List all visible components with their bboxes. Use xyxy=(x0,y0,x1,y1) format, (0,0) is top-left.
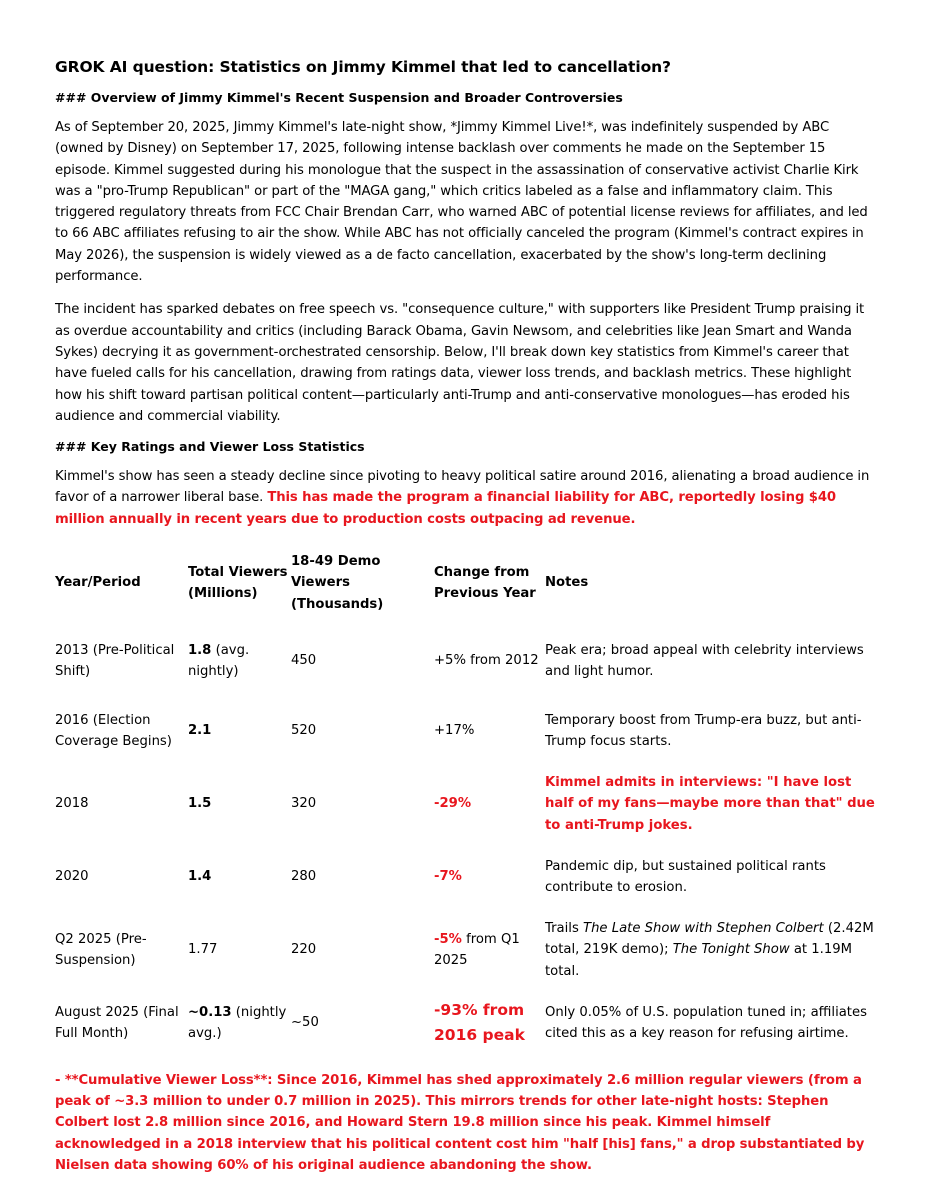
cell-change: -7% xyxy=(434,869,462,885)
cell-demo: 280 xyxy=(291,869,317,885)
cell-period: August 2025 (Final Full Month) xyxy=(55,1004,179,1041)
ratings-heading: ### Key Ratings and Viewer Loss Statistics xyxy=(55,439,365,455)
cell-change: -29% xyxy=(434,796,472,812)
paragraph-decline xyxy=(55,466,875,530)
decline-highlight: This has made the program a financial liability for ABC, reportedly losing $40 million annually in recent years due to production costs outpacing ad revenue. xyxy=(55,490,836,527)
cell-change: -5% from Q1 2025 xyxy=(434,931,520,968)
cell-demo: 450 xyxy=(291,653,317,669)
header-demo: 18-49 Demo Viewers (Thousands) xyxy=(291,554,384,612)
cell-notes: Pandemic dip, but sustained political rants contribute to erosion. xyxy=(545,858,826,895)
cell-demo: ~50 xyxy=(291,1015,319,1031)
document-page xyxy=(55,58,875,1176)
overview-heading: ### Overview of Jimmy Kimmel's Recent Suspension and Broader Controversies xyxy=(55,90,623,105)
cell-notes: Only 0.05% of U.S. population tuned in; affiliates cited this as a key reason for refusing airtime. xyxy=(545,1004,867,1041)
table-row xyxy=(55,988,875,1058)
cell-viewers: 2.1 xyxy=(188,723,212,739)
cell-demo: 520 xyxy=(291,723,317,739)
cell-period: 2016 (Election Coverage Begins) xyxy=(55,712,172,750)
table-header-row xyxy=(55,544,875,626)
cell-viewers: 1.8 (avg. nightly) xyxy=(188,642,250,680)
cell-change: +17% xyxy=(434,723,475,739)
cell-notes: Trails The Late Show with Stephen Colbert (2.42M total, 219K demo); The Tonight Show at 1.19M total. xyxy=(545,920,874,979)
cell-change: +5% from 2012 xyxy=(434,653,539,669)
cell-viewers: 1.4 xyxy=(188,869,212,885)
page-title: GROK AI question: Statistics on Jimmy Kimmel that led to cancellation? xyxy=(55,58,671,76)
cell-viewers: 1.77 xyxy=(188,942,218,958)
paragraph-debate: The incident has sparked debates on free speech vs. "consequence culture," with supporters like President Trump praising it as overdue accountability and critics (including Barack Obama, Gavin Newsom, and celebrities like Jean Smart and Wanda Sykes) decrying it as government-orchestrated censorship. Below, I'll break down key statistics from Kimmel's career that have fueled calls for his cancellation, drawing from ratings data, viewer loss trends, and backlash metrics. These highlight how his shift toward partisan political content—particularly anti-Trump and anti-conservative monologues—has eroded his audience and commercial viability. xyxy=(55,302,865,424)
cell-demo: 220 xyxy=(291,942,317,958)
cell-viewers: 1.5 xyxy=(188,796,212,812)
table-row xyxy=(55,912,875,988)
decline-text: Kimmel's show has seen a steady decline since pivoting to heavy political satire around 2016, alienating a broad audience in favor of a narrower liberal base. xyxy=(55,469,870,506)
cell-period: Q2 2025 (Pre-Suspension) xyxy=(55,931,147,968)
header-notes: Notes xyxy=(545,575,589,591)
cell-notes: Temporary boost from Trump-era buzz, but anti-Trump focus starts. xyxy=(545,712,862,750)
table-row xyxy=(55,842,875,912)
table-row xyxy=(55,766,875,842)
header-viewers: Total Viewers (Millions) xyxy=(188,564,288,602)
ratings-table xyxy=(55,544,875,1058)
cell-period: 2018 xyxy=(55,796,89,812)
cell-viewers: ~0.13 (nightly avg.) xyxy=(188,1004,287,1041)
header-change: Change from Previous Year xyxy=(434,564,536,602)
header-period: Year/Period xyxy=(55,575,141,591)
table-row xyxy=(55,696,875,766)
cell-notes: Kimmel admits in interviews: "I have lost half of my fans—maybe more than that" due to anti-Trump jokes. xyxy=(545,775,875,833)
paragraph-overview: As of September 20, 2025, Jimmy Kimmel's late-night show, *Jimmy Kimmel Live!*, was indefinitely suspended by ABC (owned by Disney) on September 17, 2025, following intense backlash over comments he made on the September 15 episode. Kimmel suggested during his monologue that the suspect in the assassination of conservative activist Charlie Kirk was a "pro-Trump Republican" or part of the "MAGA gang," which critics labeled as a false and inflammatory claim. This triggered regulatory threats from FCC Chair Brendan Carr, who warned ABC of potential license reviews for affiliates, and led to 66 ABC affiliates refusing to air the show. While ABC has not officially canceled the program (Kimmel's contract expires in May 2026), the suspension is widely viewed as a de facto cancellation, exacerbated by the show's long-term declining performance. xyxy=(55,120,868,285)
table-row xyxy=(55,626,875,696)
cell-period: 2020 xyxy=(55,869,89,885)
cell-change: -93% from 2016 peak xyxy=(434,1000,525,1044)
cell-period: 2013 (Pre-Political Shift) xyxy=(55,642,175,680)
cell-notes: Peak era; broad appeal with celebrity interviews and light humor. xyxy=(545,642,864,680)
cell-demo: 320 xyxy=(291,796,317,812)
cumulative-viewer-loss: - **Cumulative Viewer Loss**: Since 2016, Kimmel has shed approximately 2.6 million regular viewers (from a peak of ~3.3 million to under 0.7 million in 2025). This mirrors trends for other late-night hosts: Stephen Colbert lost 2.8 million since 2016, and Howard Stern 19.8 million since his peak. Kimmel himself acknowledged in a 2018 interview that his political content cost him "half [his] fans," a drop substantiated by Nielsen data showing 60% of his original audience abandoning the show. xyxy=(55,1072,865,1174)
